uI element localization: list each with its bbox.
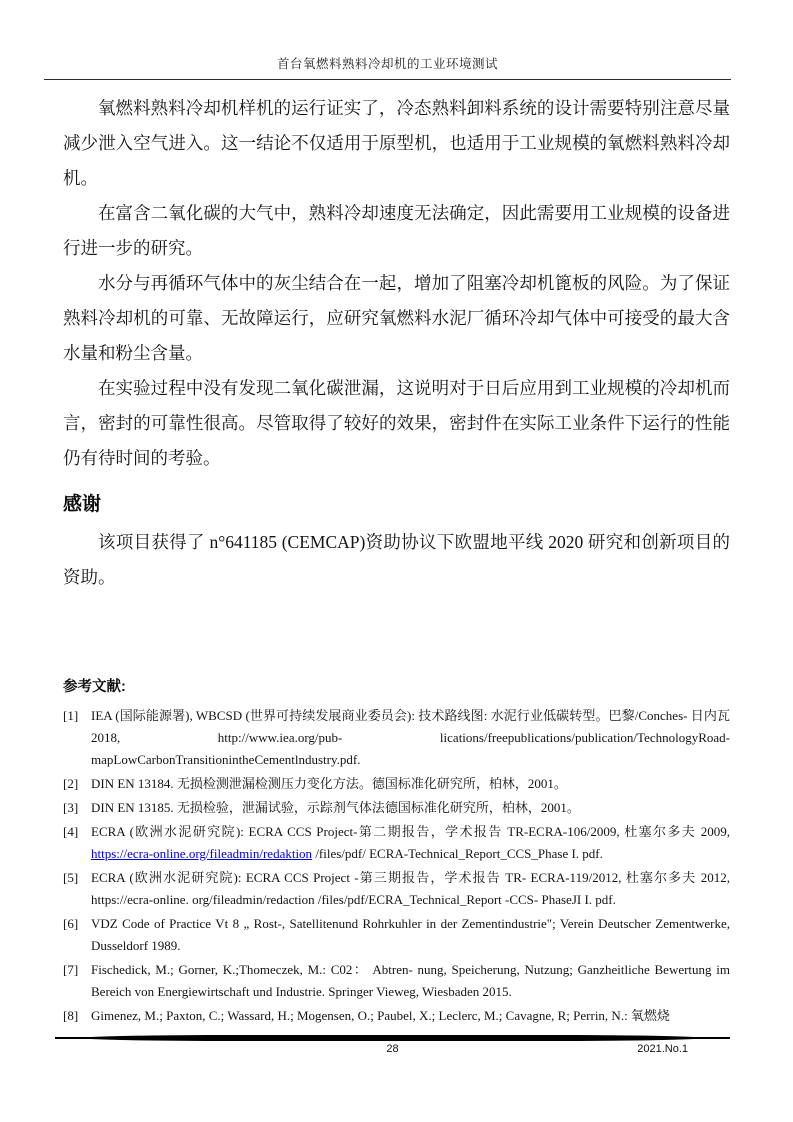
reference-text: ECRA (欧洲水泥研究院): ECRA CCS Project -第三期报告，学术报告 TR- ECRA-119/2012, 杜塞尔多夫 2012, https://ecra-online. org/fileadmin/redaction /files/pdf/ECRA_Technical_Report -CCS- PhaseJI I. pdf. <box>91 870 730 907</box>
reference-text: DIN EN 13184. 无损检测泄漏检测压力变化方法。德国标准化研究所，柏林，2001。 <box>91 776 567 791</box>
reference-number: [2] <box>63 776 79 791</box>
reference-number: [4] <box>63 824 79 839</box>
reference-number: [1] <box>63 708 79 723</box>
page-footer <box>55 1035 730 1061</box>
reference-text: Fischedick, M.; Gorner, K.;Thomeczek, M.: C02： Abtren- nung, Speicherung, Nutzung; Ganzheitliche Bewertung im Bereich von Energiewirtschaft und Industrie. Springer Vieweg, Wiesbaden 2015. <box>91 962 730 999</box>
reference-number: [7] <box>63 962 79 977</box>
reference-number: [3] <box>63 800 79 815</box>
reference-item <box>63 821 730 865</box>
body-paragraph: 在实验过程中没有发现二氧化碳泄漏，这说明对于日后应用到工业规模的冷却机而言，密封的可靠性很高。尽管取得了较好的效果，密封件在实际工业条件下运行的性能仍有待时间的考验。 <box>63 378 730 468</box>
reference-number: [8] <box>63 1008 79 1023</box>
references-list <box>63 705 730 1027</box>
page-content <box>63 91 730 1029</box>
reference-text: IEA (国际能源署), WBCSD (世界可持续发展商业委员会): 技术路线图: 水泥行业低碳转型。巴黎/Conches- 日内瓦 2018, http://www.iea.org/pub- lications/freepublications/publication/TechnologyRoad- mapLowCarbonTransitionintheCementlndustry.pdf. <box>91 708 730 767</box>
running-title: 首台氧燃料熟料冷却机的工业环境测试 <box>276 57 498 71</box>
issue-label: 2021.No.1 <box>637 1043 688 1055</box>
body-paragraph: 在富含二氧化碳的大气中，熟料冷却速度无法确定，因此需要用工业规模的设备进行进一步的研究。 <box>63 203 730 258</box>
footer-rule-lens <box>82 1035 703 1041</box>
page-header <box>44 54 731 80</box>
footer-row <box>55 1043 730 1061</box>
reference-text: ECRA (欧洲水泥研究院): ECRA CCS Project-第二期报告，学术报告 TR-ECRA-106/2009, 杜塞尔多夫 2009, https://ecra-online.org/fileadmin/redaktion /files/pdf/ ECRA-Technical_Report_CCS_Phase I. pdf. <box>91 824 730 861</box>
body-paragraph: 水分与再循环气体中的灰尘结合在一起，增加了阻塞冷却机篦板的风险。为了保证熟料冷却机的可靠、无故障运行，应研究氧燃料水泥厂循环冷却气体中可接受的最大含水量和粉尘含量。 <box>63 273 730 363</box>
references-heading: 参考文献: <box>63 679 126 695</box>
footer-rule-bar <box>55 1035 730 1041</box>
body-paragraphs <box>63 91 730 476</box>
acknowledgement-heading: 感谢 <box>63 494 102 515</box>
reference-item <box>63 913 730 957</box>
reference-text: Gimenez, M.; Paxton, C.; Wassard, H.; Mogensen, O.; Paubel, X.; Leclerc, M.; Cavagne, R; Perrin, N.: 氧燃烧 <box>91 1008 670 1023</box>
body-paragraph: 氧燃料熟料冷却机样机的运行证实了，冷态熟料卸料系统的设计需要特别注意尽量减少泄入空气进入。这一结论不仅适用于原型机，也适用于工业规模的氧燃料熟料冷却机。 <box>63 98 730 188</box>
reference-number: [5] <box>63 870 79 885</box>
reference-text: VDZ Code of Practice Vt 8 „ Rost-, Satellitenund Rohrkuhler in der Zementindustrie"; Verein Deutscher Zementwerke, Dusseldorf 1989. <box>91 916 730 953</box>
acknowledgement-text: 该项目获得了 n°641185 (CEMCAP)资助协议下欧盟地平线 2020 研究和创新项目的资助。 <box>63 532 730 587</box>
reference-item <box>63 797 730 819</box>
reference-item <box>63 959 730 1003</box>
reference-item <box>63 705 730 771</box>
reference-number: [6] <box>63 916 79 931</box>
page-number: 28 <box>386 1043 399 1055</box>
reference-link[interactable]: https://ecra-online.org/fileadmin/redaktion <box>91 846 313 861</box>
reference-text: DIN EN 13185. 无损检验，泄漏试验，示踪剂气体法德国标准化研究所，柏林，2001。 <box>91 800 580 815</box>
reference-item <box>63 773 730 795</box>
reference-item <box>63 1005 730 1027</box>
reference-item <box>63 867 730 911</box>
